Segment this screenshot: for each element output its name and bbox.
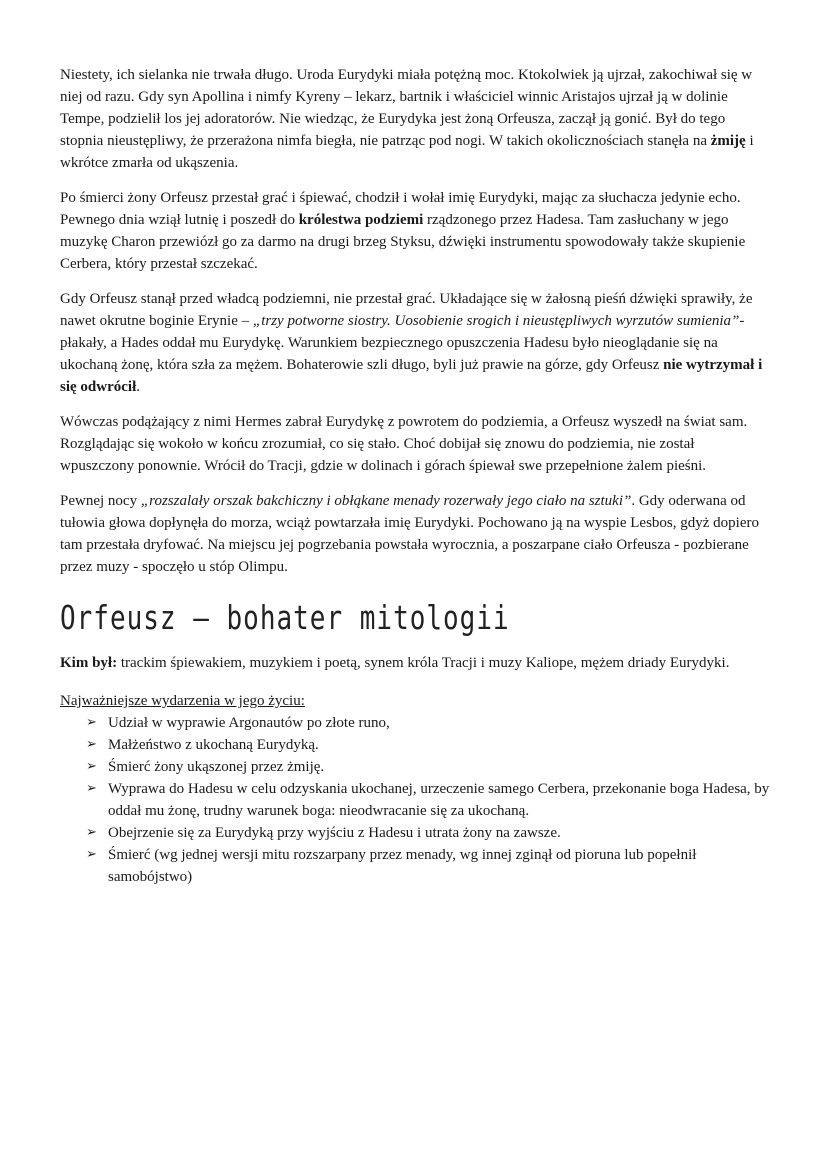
arrow-bullet-icon: ➢ [86,759,97,774]
arrow-bullet-icon: ➢ [86,737,97,752]
paragraph-hades: Gdy Orfeusz stanął przed władcą podziemni, nie przestał grać. Układające się w żałosną pieśń dźwięki sprawiły, że nawet okrutne boginie Erynie – „trzy potworne siostry. Uosobienie srogich i nieustępliwych wyrzutów sumienia”- płakały, a Hades oddał mu Eurydykę. Warunkiem bezpiecznego opuszczenia Hadesu było nieoglądanie się na ukochaną żonę, która szła za mężem. Bohaterowie szli długo, byli już prawie na górze, gdy Orfeusz nie wytrzymał i się odwrócił. [60,291,763,395]
list-item: ➢ Obejrzenie się za Eurydyką przy wyjściu z Hadesu i utrata żony na zawsze. [86,822,772,844]
bold-zmije: żmiję [710,133,746,149]
list-item: ➢ Śmierć (wg jednej wersji mitu rozszarpany przez menady, wg innej zginął od pioruna lub popełnił samobójstwo) [86,844,772,888]
arrow-bullet-icon: ➢ [86,825,97,840]
events-title: Najważniejsze wydarzenia w jego życiu: [60,693,305,709]
bold-odwrocil: nie wytrzymał i się odwrócił [60,357,763,395]
list-item: ➢ Udział w wyprawie Argonautów po złote runo, [86,712,772,734]
document-page [60,64,772,888]
kim-byl-label: Kim był: [60,655,118,671]
paragraph-aristajos: Niestety, ich sielanka nie trwała długo. Uroda Eurydyki miała potężną moc. Ktokolwiek ją ujrzał, zakochiwał się w niej od razu. Gdy syn Apollina i nimfy Kyreny – lekarz, bartnik i właściciel winnic Aristajos ujrzał ją w dolinie Tempe, podzielił los jej adoratorów. Nie wiedząc, że Eurydyka jest żoną Orfeusza, zaczął ją gonić. Był do tego stopnia nieustępliwy, że przerażona nimfa biegła, nie patrząc pod nogi. W takich okolicznościach stanęła na żmiję i wkrótce zmarła od ukąszenia. [60,67,754,171]
bold-krolestwa-podziemi: królestwa podziemi [298,212,424,228]
list-item: ➢ Małżeństwo z ukochaną Eurydyką. [86,734,772,756]
quote-menady: „rozszalały orszak bakchiczny i obłąkane menady rozerwały jego ciało na sztuki” [140,493,632,509]
paragraph-death: Pewnej nocy „rozszalały orszak bakchiczny i obłąkane menady rozerwały jego ciało na sztuki”. Gdy oderwana od tułowia głowa dopłynęła do morza, wciąż powtarzała imię Eurydyki. Pochowano ją na wyspie Lesbos, gdyż dopiero tam przestała dryfować. Na miejscu jej pogrzebania powstała wyrocznia, a poszarpane ciało Orfeusza - pozbierane przez muzy - spoczęło u stóp Olimpu. [60,493,759,575]
arrow-bullet-icon: ➢ [86,715,97,730]
paragraph-underworld-journey: Po śmierci żony Orfeusz przestał grać i śpiewać, chodził i wołał imię Eurydyki, mając za słuchacza jedynie echo. Pewnego dnia wziął lutnię i poszedł do królestwa podziemi rządzonego przez Hadesa. Tam zasłuchany w jego muzykę Charon przewiózł go za darmo na drugi brzeg Styksu, dźwięki instrumentu spowodowały także skupienie Cerbera, który przestał szczekać. [60,190,746,272]
list-item: ➢ Wyprawa do Hadesu w celu odzyskania ukochanej, urzeczenie samego Cerbera, przekonanie boga Hadesa, by oddał mu żonę, trudny warunek boga: nieodwracanie się za ukochaną. [86,778,772,822]
arrow-bullet-icon: ➢ [86,781,97,796]
kim-byl-line: Kim był: trackim śpiewakiem, muzykiem i poetą, synem króla Tracji i muzy Kaliope, mężem driady Eurydyki. [60,655,730,671]
paragraph-hermes: Wówczas podążający z nimi Hermes zabrał Eurydykę z powrotem do podziemia, a Orfeusz wyszedł na świat sam. Rozglądając się wokoło w końcu zrozumiał, co się stało. Choć dobijał się znowu do podziemia, nie został wpuszczony ponownie. Wrócił do Tracji, gdzie w dolinach i górach śpiewał swe przepełnione żalem pieśni. [60,414,748,474]
section-heading: Orfeusz – bohater mitologii [60,600,510,638]
arrow-bullet-icon: ➢ [86,847,97,862]
quote-erynie: „trzy potworne siostry. Uosobienie srogich i nieustępliwych wyrzutów sumienia” [252,313,740,329]
events-list [60,712,772,888]
list-item: ➢ Śmierć żony ukąszonej przez żmiję. [86,756,772,778]
